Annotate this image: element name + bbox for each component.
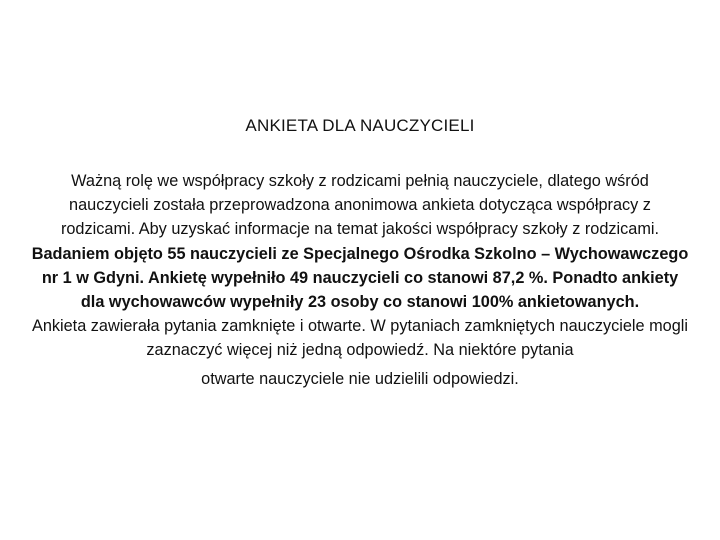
structure-text-end: otwarte nauczyciele nie udzielili odpowiedzi. — [201, 369, 519, 388]
intro-text: Ważną rolę we współpracy szkoły z rodzicami pełnią nauczyciele, dlatego wśród nauczycieli została przeprowadzona anonimowa ankieta dotycząca współpracy z rodzicami. Aby uzyskać informacje na temat jakości współpracy szkoły z rodzicami. — [60, 172, 660, 239]
slide-title: ANKIETA DLA NAUCZYCIELI — [245, 116, 475, 135]
slide-body — [30, 169, 690, 391]
survey-stats-text: Badaniem objęto 55 nauczycieli ze Specjalnego Ośrodka Szkolno – Wychowawczego nr 1 w Gdyni. Ankietę wypełniło 49 nauczycieli co stanowi 87,2 %. Ponadto ankiety dla wychowawców wypełniły 23 osoby co stanowi 100% ankietowanych. — [31, 244, 689, 312]
paragraph-survey-structure — [30, 314, 690, 391]
structure-text: Ankieta zawierała pytania zamknięte i otwarte. W pytaniach zamkniętych nauczyciele mogli zaznaczyć więcej niż jedną odpowiedź. Na niektóre pytania — [31, 317, 689, 360]
paragraph-intro — [30, 169, 690, 314]
